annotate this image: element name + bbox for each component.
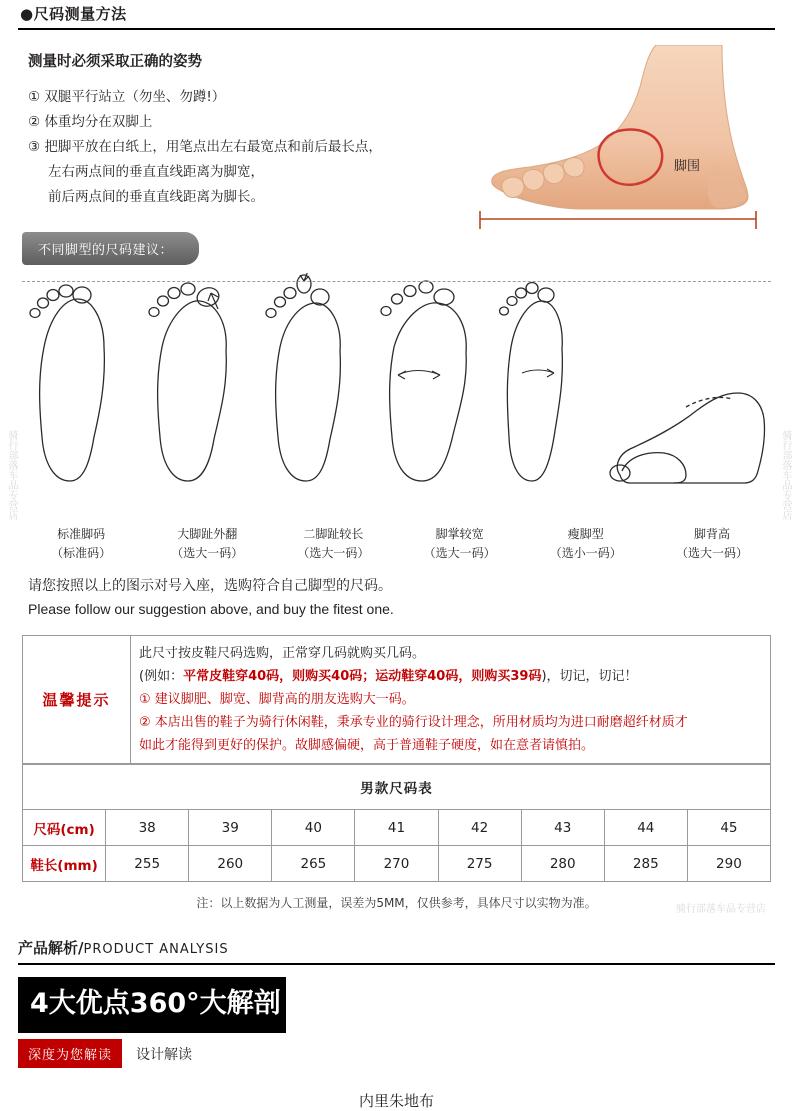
cell-size-2: 40	[272, 810, 355, 846]
shape-caption-0	[18, 525, 144, 563]
tips-line2-suffix: )，切记，切记！	[541, 669, 638, 684]
posture-line-5: 前后两点间的垂直直线距离为脚长。	[48, 189, 264, 205]
shape-name: 脚背高	[693, 527, 730, 541]
tips-line-3: ① 建议脚肥、脚宽、脚背高的朋友选购大一码。	[139, 692, 415, 707]
shape-advice: （标准码）	[51, 546, 112, 560]
watermark: 骑行部落车品专营店	[676, 904, 766, 915]
cell-size-6: 44	[604, 810, 687, 846]
cell-length-1: 260	[189, 846, 272, 882]
shape-caption-3	[397, 525, 523, 563]
cell-length-6: 285	[604, 846, 687, 882]
shape-caption-5	[649, 525, 775, 563]
size-chart-note: 注：以上数据为人工测量，误差为5MM，仅供参考，具体尺寸以实物为准。	[196, 896, 597, 910]
row-header-length: 鞋长(mm)	[23, 846, 106, 882]
suggestion-en: Please follow our suggestion above, and buy the fitest one.	[28, 601, 394, 617]
highlight-banner	[18, 977, 286, 1033]
design-note-label: 设计解读	[136, 1046, 193, 1063]
shape-name: 二脚趾较长	[303, 527, 364, 541]
shape-caption-2	[270, 525, 396, 563]
cell-size-3: 41	[355, 810, 438, 846]
posture-line-1: ① 双腿平行站立（勿坐、勿蹲!）	[28, 89, 226, 105]
tips-label: 温馨提示	[23, 636, 131, 764]
shape-advice: （选大一码）	[423, 546, 496, 560]
row-header-size: 尺码(cm)	[23, 810, 106, 846]
product-analysis-title-cn: 产品解析/	[18, 939, 84, 957]
size-chart-title-row	[23, 765, 771, 810]
bottom-caption: 内里朱地布	[358, 1092, 434, 1110]
red-tag-label: 深度为您解读	[18, 1039, 122, 1068]
tips-table	[22, 635, 771, 764]
shape-caption-1	[144, 525, 270, 563]
shape-caption-4	[523, 525, 649, 563]
cell-length-7: 290	[687, 846, 770, 882]
shape-advice: （选大一码）	[675, 546, 748, 560]
cell-length-0: 255	[106, 846, 189, 882]
tips-line-1: 此尺寸按皮鞋尺码选购，正常穿几码就购买几码。	[139, 646, 426, 661]
cell-size-4: 42	[438, 810, 521, 846]
alignment-dashed-line	[22, 281, 771, 282]
foot-photo-svg	[460, 45, 778, 240]
section-header-measure	[18, 0, 775, 30]
watermark: 骑行部落车品专营店	[6, 430, 17, 520]
posture-line-3: ③ 把脚平放在白纸上，用笔点出左右最宽点和前后最长点，	[28, 139, 382, 155]
size-chart-title: 男款尺码表	[23, 765, 771, 810]
posture-lead: 测量时必须采取正确的姿势	[28, 54, 202, 70]
page-title: 尺码测量方法	[33, 5, 127, 23]
watermark: 骑行部落车品专营店	[780, 430, 791, 520]
table-row	[23, 846, 771, 882]
tips-line-2	[139, 665, 762, 688]
tips-line-4: ② 本店出售的鞋子为骑行休闲鞋，秉承专业的骑行设计理念，所用材质均为进口耐磨超纤材质才	[139, 715, 688, 730]
tips-line-5: 如此才能得到更好的保护。故脚感偏硬，高于普通鞋子硬度，如在意者请慎拍。	[139, 738, 595, 753]
cell-length-5: 280	[521, 846, 604, 882]
cell-length-4: 275	[438, 846, 521, 882]
shape-name: 脚掌较宽	[435, 527, 484, 541]
shape-advice: （选大一码）	[171, 546, 244, 560]
shape-advice: （选大一码）	[297, 546, 370, 560]
subheading-row	[18, 1039, 775, 1068]
foot-shape-captions	[0, 525, 793, 563]
foot-shape-diagrams	[0, 273, 793, 523]
shape-name: 大脚趾外翻	[177, 527, 238, 541]
cell-size-7: 45	[687, 810, 770, 846]
suggestion-cn: 请您按照以上的图示对号入座，选购符合自己脚型的尺码。	[28, 578, 392, 594]
tips-body	[131, 636, 771, 764]
tips-line2-highlight: 平常皮鞋穿40码，则购买40码；运动鞋穿40码，则购买39码	[183, 669, 542, 684]
posture-instructions	[28, 50, 478, 210]
cell-size-0: 38	[106, 810, 189, 846]
section-header-product-analysis	[18, 937, 775, 965]
suggestion-block	[28, 575, 793, 617]
foot-shapes-svg	[0, 273, 793, 498]
shape-name: 瘦脚型	[567, 527, 604, 541]
highlight-banner-text: 4大优点360°大解剖	[30, 988, 281, 1019]
shape-advice: （选小一码）	[549, 546, 622, 560]
table-row	[23, 636, 771, 764]
cell-size-1: 39	[189, 810, 272, 846]
cell-length-3: 270	[355, 846, 438, 882]
foot-measurement-illustration	[460, 45, 778, 235]
product-analysis-title-en: PRODUCT ANALYSIS	[83, 942, 229, 957]
cell-length-2: 265	[272, 846, 355, 882]
shape-name: 标准脚码	[57, 527, 106, 541]
posture-line-2: ② 体重均分在双脚上	[28, 114, 153, 130]
size-chart-table	[22, 764, 771, 882]
tips-line2-prefix: (例如：	[139, 669, 184, 684]
foot-girth-label: 脚围	[674, 159, 701, 174]
posture-line-4: 左右两点间的垂直直线距离为脚宽，	[48, 164, 264, 180]
pill-label: 不同脚型的尺码建议：	[22, 232, 199, 265]
cell-size-5: 43	[521, 810, 604, 846]
table-row	[23, 810, 771, 846]
section-title-row	[18, 0, 775, 28]
bullet-icon: ●	[20, 5, 34, 23]
